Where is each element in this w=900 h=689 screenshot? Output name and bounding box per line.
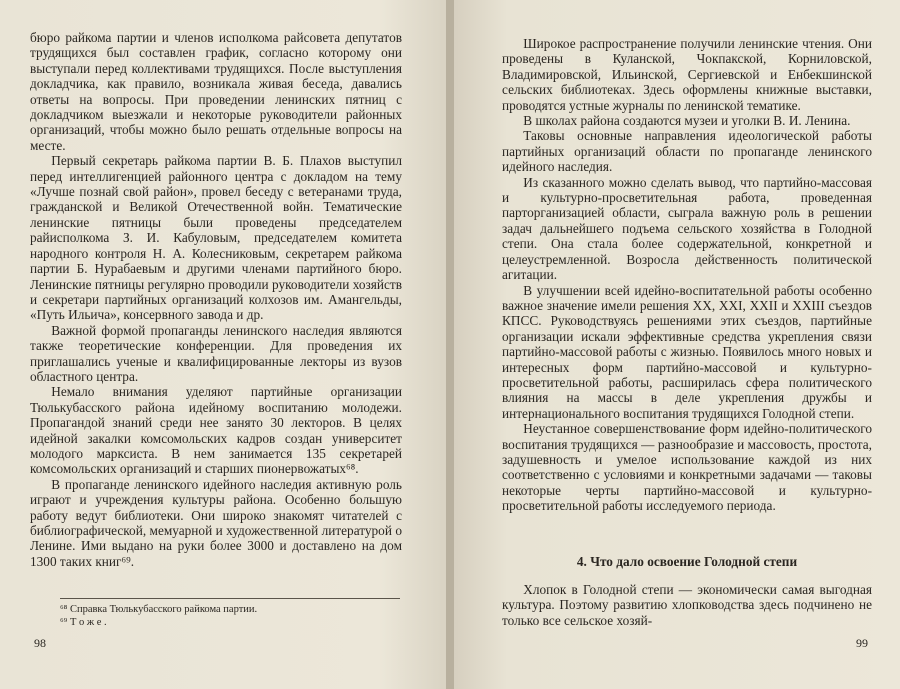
page-number: 99 (856, 636, 868, 650)
paragraph: Важной формой пропаганды ленинского наследия являются также теоретические конференции. Для проведения их приглашались ученые и квалифицированные лекторы из вузов областного центра. (30, 322, 402, 384)
page-number: 98 (34, 636, 46, 650)
paragraph: В улучшении всей идейно-воспитательной работы особенно важное значение имели решения XX, XXI, XXII и XXIII съездов КПСС. Руководствуясь решениями этих съездов, партийные организации искали эффективные средства укрепления связи партийно-массовой работы с жизнью. Появилось много новых и интересных форм партийно-массовой и культурно-просветительной работы, расширилась сфера политического влияния на массы в деле укрепления дружбы и интернационального воспитания трудящихся Голодной степи. (502, 282, 872, 421)
section-heading: 4. Что дало освоение Голодной степи (576, 554, 798, 569)
right-page-body (502, 36, 872, 514)
footnote: ⁶⁸ Справка Тюлькубасского райкома партии. (60, 604, 258, 615)
left-page (0, 0, 446, 689)
paragraph: Немало внимания уделяют партийные организации Тюлькубасского района идейному воспитанию молодежи. Пропагандой знаний среди нее занято 30 лекторов. В целях идейной закалки комсомольских кадров создан университет молодого марксиста. В нем занимается 135 секретарей комсомольских организаций и старших пионервожатых⁶⁸. (30, 384, 402, 477)
paragraph: Неустанное совершенствование форм идейно-политического воспитания трудящихся — разнообразие и массовость, простота, задушевность и умелое использование каждой из них соответственно с условиями и конкретными задачами — таковы некоторые черты партийно-массовой и культурно-просветительной работы исследуемого периода. (502, 421, 872, 514)
paragraph: Широкое распространение получили ленинские чтения. Они проведены в Куланской, Чокпакской, Корниловской, Владимировской, Ильинской, Сергиевской и Енбекшинской сельских библиотеках. Здесь оформлены книжные выставки, проводятся устные журналы по ленинской тематике. (502, 36, 872, 113)
paragraph: Из сказанного можно сделать вывод, что партийно-массовая и культурно-просветительная работа, проведенная парторганизацией области, сыграла важную роль в решении задач дальнейшего подъема сельского хозяйства в Голодной степи. Она стала более содержательной, конкретной и целеустремленной. Возросла действенность политической агитации. (502, 174, 872, 283)
paragraph: Первый секретарь райкома партии В. Б. Плахов выступил перед интеллигенцией районного центра с докладом на тему «Лучше познай свой район», провел беседу с ветеранами труда, гражданской и Великой Отечественной войн. Тематические ленинские пятницы были проведены председателем райисполкома З. И. Кабуловым, председателем комитета народного контроля Н. А. Колесниковым, секретарем райкома партии Б. Нурабаевым и другими членами партийного бюро. Ленинские пятницы регулярно проводили руководители хозяйств и секретари партийных организаций колхозов им. Амангельды, «Путь Ильича», консервного завода и др. (30, 153, 402, 323)
footnotes (60, 598, 400, 629)
paragraph: В пропаганде ленинского идейного наследия активную роль играют и учреждения культуры района. Особенно большую работу ведут библиотеки. Они широко знакомят читателей с библиографической, мемуарной и художественной литературой о Ленине. Ими выдано на руки более 3000 и доставлено на дом 1300 таких книг⁶⁹. (30, 476, 402, 569)
right-page (454, 0, 900, 689)
book-gutter (446, 0, 454, 689)
paragraph: бюро райкома партии и членов исполкома райсовета депутатов трудящихся был составлен график, согласно которому они выступали перед коллективами трудящихся. После выступления докладчика, как правило, возникала живая беседа, давались ответы на вопросы. При проведении ленинских пятниц с докладчиком выезжали и некоторые руководители районных организаций, чтобы можно было решать отдельные вопросы на месте. (30, 30, 402, 153)
paragraph: Таковы основные направления идеологической работы партийных организаций области по пропаганде ленинского идейного наследия. (502, 128, 872, 175)
paragraph: Хлопок в Голодной степи — экономически самая выгодная культура. Поэтому развитию хлопководства здесь подчинено не только все сельское хозяй- (502, 582, 872, 628)
paragraph: В школах района создаются музеи и уголки В. И. Ленина. (523, 113, 851, 129)
footnote: ⁶⁹ Т о ж е . (60, 617, 107, 628)
left-page-body (30, 30, 402, 569)
section-body (502, 582, 872, 628)
